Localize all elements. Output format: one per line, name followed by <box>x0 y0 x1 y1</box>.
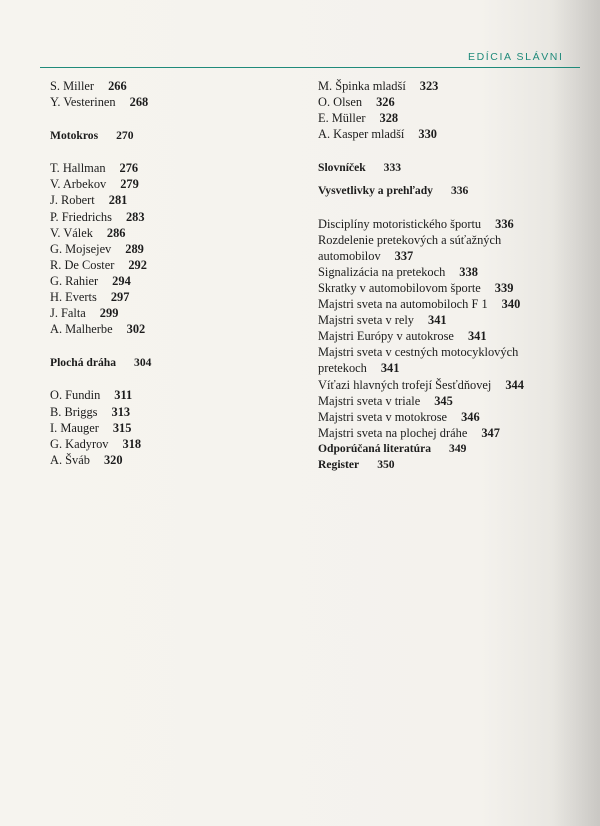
section-title: Motokros <box>50 129 99 143</box>
entry-page: 313 <box>111 404 131 419</box>
index-entry <box>50 209 290 225</box>
entry-page: 318 <box>122 436 142 451</box>
entry-page: 345 <box>434 393 453 408</box>
section-heading-register <box>318 457 563 473</box>
entry-page: 344 <box>505 377 524 392</box>
index-entry <box>50 273 290 289</box>
entry-page: 292 <box>128 257 147 272</box>
entry-page: 297 <box>110 290 130 305</box>
index-entry <box>318 409 563 425</box>
entry-name: O. Fundin <box>50 388 101 403</box>
entry-name: S. Miller <box>50 79 95 93</box>
entry-page: 341 <box>428 313 447 328</box>
entry-name: Disciplíny motoristického športu <box>318 216 482 231</box>
index-entry <box>50 78 290 94</box>
entry-name: H. Everts <box>50 290 97 305</box>
entry-page: 286 <box>106 225 126 240</box>
index-entry <box>318 110 563 126</box>
entry-name: Signalizácia na pretekoch <box>318 264 446 279</box>
entry-page: 266 <box>108 79 127 93</box>
entry-name: Y. Vesterinen <box>50 95 116 110</box>
entry-page: 283 <box>125 209 145 224</box>
index-entry <box>50 241 290 257</box>
index-entry <box>318 78 563 94</box>
entry-name: E. Müller <box>318 111 366 126</box>
entry-page: 330 <box>418 127 437 142</box>
index-entry <box>318 264 563 280</box>
section-heading-vysvetlivky <box>318 183 563 199</box>
entry-name: J. Falta <box>50 306 86 321</box>
entry-name: M. Špinka mladší <box>318 79 406 93</box>
index-entry <box>50 257 290 273</box>
index-entry <box>318 296 563 312</box>
section-page: 350 <box>377 457 395 471</box>
section-page: 336 <box>450 184 469 198</box>
entry-page: 341 <box>380 361 400 376</box>
header-rule <box>40 67 580 68</box>
index-entry <box>318 328 563 344</box>
index-entry <box>318 232 563 264</box>
entry-name: B. Briggs <box>50 404 98 419</box>
entry-name: T. Hallman <box>50 161 106 176</box>
section-title: Vysvetlivky a prehľady <box>318 184 433 198</box>
index-entry <box>50 94 290 110</box>
section-heading-literatura <box>318 441 563 457</box>
index-entry <box>50 305 290 321</box>
entry-name: Majstri sveta v cestných motocyklových pretekoch <box>318 345 519 376</box>
entry-page: 315 <box>112 420 132 435</box>
index-entry <box>318 126 563 142</box>
entry-page: 326 <box>376 95 395 110</box>
entry-name: O. Olsen <box>318 95 363 110</box>
section-page: 270 <box>116 129 134 143</box>
entry-page: 328 <box>379 111 399 126</box>
index-entry <box>318 280 563 296</box>
section-heading-motokros <box>50 128 290 144</box>
entry-page: 302 <box>126 322 146 337</box>
index-column-left <box>50 78 290 468</box>
section-heading-plocha-draha <box>50 355 290 371</box>
entry-name: A. Šváb <box>50 452 90 467</box>
section-title: Plochá dráha <box>50 356 117 370</box>
index-entry <box>50 321 290 337</box>
index-entry <box>50 176 290 192</box>
section-page: 304 <box>134 356 152 370</box>
entry-page: 323 <box>419 79 439 93</box>
index-entry <box>318 312 563 328</box>
series-header-label: EDÍCIA SLÁVNI <box>468 51 564 63</box>
entry-name: V. Válek <box>50 225 93 240</box>
section-page: 349 <box>449 441 467 455</box>
entry-name: G. Rahier <box>50 273 99 288</box>
entry-name: Majstri sveta v rely <box>318 313 415 328</box>
entry-page: 339 <box>494 280 514 295</box>
entry-name: Rozdelenie pretekových a súťažných automobilov <box>318 232 502 263</box>
section-title: Odporúčaná literatúra <box>318 441 432 455</box>
entry-page: 279 <box>120 177 139 192</box>
index-entry <box>318 216 563 232</box>
index-entry <box>50 225 290 241</box>
index-column-right <box>318 78 563 473</box>
index-entry <box>318 377 563 393</box>
entry-page: 294 <box>112 273 131 288</box>
entry-name: P. Friedrichs <box>50 209 112 224</box>
entry-page: 341 <box>467 329 487 344</box>
entry-page: 337 <box>394 248 414 263</box>
section-heading-slovnicek <box>318 160 563 176</box>
entry-name: J. Robert <box>50 193 95 208</box>
entry-name: Víťazi hlavných trofejí Šesťdňovej <box>318 377 492 392</box>
entry-name: Majstri sveta v motokrose <box>318 409 448 424</box>
entry-name: G. Mojsejev <box>50 241 112 256</box>
entry-page: 320 <box>103 452 123 467</box>
entry-name: R. De Coster <box>50 257 115 272</box>
index-entry <box>50 192 290 208</box>
index-entry <box>50 160 290 176</box>
entry-page: 299 <box>99 306 119 321</box>
entry-name: Majstri Európy v autokrose <box>318 329 454 344</box>
index-entry <box>318 425 563 441</box>
index-entry <box>50 436 290 452</box>
entry-name: Majstri sveta na plochej dráhe <box>318 425 468 440</box>
index-entry <box>318 94 563 110</box>
entry-name: A. Kasper mladší <box>318 127 405 142</box>
entry-name: Majstri sveta na automobiloch F 1 <box>318 297 488 312</box>
entry-page: 336 <box>495 216 514 231</box>
index-entry <box>50 387 290 403</box>
entry-page: 281 <box>108 193 128 208</box>
entry-name: A. Malherbe <box>50 322 113 337</box>
section-title: Register <box>318 457 360 471</box>
entry-page: 338 <box>459 264 478 279</box>
index-entry <box>50 289 290 305</box>
index-entry <box>318 393 563 409</box>
entry-name: G. Kadyrov <box>50 436 109 451</box>
index-entry <box>50 420 290 436</box>
entry-page: 268 <box>129 95 149 110</box>
entry-name: I. Mauger <box>50 420 99 435</box>
entry-page: 276 <box>119 161 139 176</box>
index-entry <box>50 404 290 420</box>
entry-name: Skratky v automobilovom športe <box>318 280 481 295</box>
entry-page: 346 <box>461 409 480 424</box>
entry-page: 311 <box>114 388 133 403</box>
entry-name: Majstri sveta v triale <box>318 393 421 408</box>
entry-page: 340 <box>501 297 521 312</box>
index-entry <box>318 344 563 376</box>
index-entry <box>50 452 290 468</box>
entry-page: 347 <box>481 425 500 440</box>
entry-name: V. Arbekov <box>50 177 107 192</box>
section-page: 333 <box>383 161 402 175</box>
entry-page: 289 <box>125 241 144 256</box>
section-title: Slovníček <box>318 161 366 175</box>
